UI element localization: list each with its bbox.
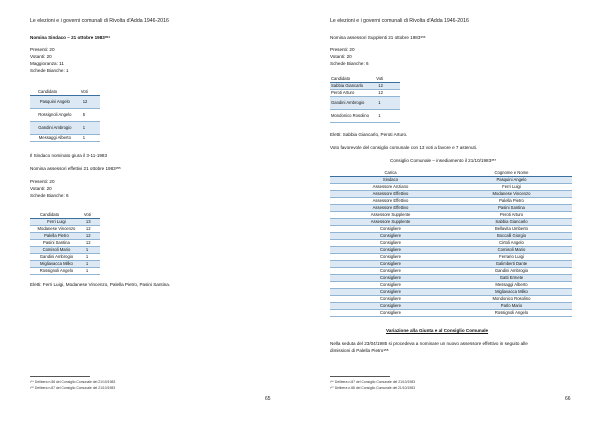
- eletti-effettivi: Eletti: Ferri Luigi, Modanese Vincenzo, Palella Pietro, Pasini Santina.: [30, 282, 171, 287]
- table-row: Modanese Vincenzo 12: [30, 226, 100, 233]
- col-candidato: Candidato: [30, 212, 83, 219]
- variazione-title: Variazione alla Giunta e al Consiglio Comunale: [386, 328, 489, 333]
- footnote: ³⁵⁷ Delibera n.88 del Consiglio Comunale del 21/10/1983: [330, 386, 416, 390]
- table-row: Sindaco Pasquini Angelo: [330, 177, 572, 184]
- sindaco-oath-note: Il Sindaco nominato giura il 3-11-1983: [30, 153, 108, 158]
- table-row: Gandini Ambrogio 1: [30, 122, 100, 135]
- stat-schede-bianche: Schede Bianche: 6: [330, 61, 369, 66]
- eletti-supplenti: Eletti: Sabbia Giancarlo, Peroti Arturo.: [330, 132, 408, 137]
- stat-maggioranza: Maggioranza: 11: [30, 61, 64, 66]
- col-voti: Voti: [83, 212, 100, 219]
- table-row: Ferri Luigi 13: [30, 219, 100, 226]
- assessori-effettivi-table: [30, 212, 100, 275]
- col-carica: Carica: [330, 170, 451, 177]
- footnote: ³⁵⁶ Delibera n.87 del Consiglio Comunale del 21/10/1983: [330, 380, 416, 384]
- table-row: Migliavacca Milko 1: [30, 261, 100, 268]
- table-row: Consigliere Cirtoli Angelo: [330, 240, 572, 247]
- table-row: Assessore Anziano Ferri Luigi: [330, 184, 572, 191]
- sindaco-votes-table: [30, 89, 100, 142]
- stat-votanti: Votanti: 20: [330, 54, 352, 59]
- table-row: Assessore Effettivo Palella Pietro: [330, 198, 572, 205]
- table-row: Sabbia Giancarlo 12: [330, 83, 400, 90]
- table-row: Rossignoli Angelo 1: [30, 268, 100, 275]
- table-row: Mondonico Rosolino 1: [330, 110, 400, 123]
- table-row: Consigliere Boccalli Giorgio: [330, 233, 572, 240]
- col-candidato: Candidato: [30, 89, 80, 96]
- table-row: Consigliere Bellavita Umberto: [330, 226, 572, 233]
- assessori-supplenti-table: [330, 76, 400, 123]
- variazione-text: dimissioni di Palella Pietro$^{358}$: [330, 348, 389, 353]
- table-row: Consigliere Gandini Ambrogio: [330, 268, 572, 275]
- stat-schede-bianche: Schede Bianche: 6: [30, 193, 69, 198]
- running-header: Le elezioni e i governi comunali di Rivolta d'Adda 1946-2016: [330, 18, 469, 24]
- table-row: Peroti Arturo 12: [330, 90, 400, 97]
- right-page: [300, 0, 600, 424]
- col-voti: Voti: [80, 89, 100, 96]
- table-row: Assessore Effettivo Pasini Santina: [330, 205, 572, 212]
- council-members-table: [330, 170, 572, 317]
- col-cognome-nome: Cognome e Nome: [451, 170, 572, 177]
- table-row: Consigliere Ferrario Luigi: [330, 254, 572, 261]
- stat-presenti: Presenti: 20: [330, 47, 355, 52]
- stat-votanti: Votanti: 20: [30, 54, 52, 59]
- footnote-divider: [30, 376, 90, 377]
- table-row: Pasini Santina 12: [30, 240, 100, 247]
- table-row: Consigliere Messaggi Alberto: [330, 282, 572, 289]
- running-header: Le elezioni e i governi comunali di Rivolta d'Adda 1946-2016: [30, 18, 169, 24]
- table-row: Gandini Ambrogio 1: [330, 97, 400, 110]
- page-number: 65: [265, 396, 271, 402]
- table-row: Gandini Ambrogio 1: [30, 254, 100, 261]
- council-title: Consiglio Comunale – insediamento il 21/10/1983$^{357}$: [390, 158, 497, 163]
- stat-votanti: Votanti: 20: [30, 186, 52, 191]
- table-row: Messaggi Alberto 1: [30, 135, 100, 142]
- table-row: Consigliere Migliavacca Milko: [330, 289, 572, 296]
- table-row: Consigliere Mondonico Rosolino: [330, 296, 572, 303]
- stat-presenti: Presenti: 20: [30, 179, 55, 184]
- table-row: Consigliere Galimberti Dante: [330, 261, 572, 268]
- col-voti: Voti: [375, 76, 400, 83]
- table-row: Assessore Supplente Peroti Arturo: [330, 212, 572, 219]
- page-number: 66: [565, 396, 571, 402]
- stat-schede-bianche: Schede Bianche: 1: [30, 68, 69, 73]
- voto-favorevole: Voto favorevole del consiglio comunale con 13 voti a favore e 7 astenuti.: [330, 145, 478, 150]
- table-row: Assessore Supplente Sabbia Giancarlo: [330, 219, 572, 226]
- col-candidato: Candidato: [330, 76, 375, 83]
- assessori-effettivi-title: Nomina assessori effettivi 21 ottobre 1983$^{355}$: [30, 166, 121, 171]
- table-row: Assessore Effettivo Modanese Vincenzo: [330, 191, 572, 198]
- table-row: Pasquini Angelo 12: [30, 96, 100, 109]
- stat-presenti: Presenti: 20: [30, 47, 55, 52]
- table-row: Palella Pietro 12: [30, 233, 100, 240]
- table-row: Comisoli Mario 1: [30, 247, 100, 254]
- table-row: Rossignoli Angelo 5: [30, 109, 100, 122]
- footnote: ³⁵⁵ Delibera n.87 del Consiglio Comunale del 21/10/1983: [30, 386, 116, 390]
- table-row: Consigliere Parlo Mario: [330, 303, 572, 310]
- table-row: Consigliere Comisoli Mario: [330, 247, 572, 254]
- table-row: Consigliere Gatti Ermete: [330, 275, 572, 282]
- variazione-text: Nella seduta del 23/04/1985 si procedeva a nominare un nuovo assessore effettivo in seguito alle: [330, 341, 528, 346]
- footnote-divider: [330, 376, 390, 377]
- sindaco-nomination-title: Nomina Sindaco – 21 ottobre 1983$^{354}$: [30, 35, 110, 40]
- table-row: Consigliere Rossignoli Angelo: [330, 310, 572, 317]
- assessori-supplenti-title: Nomina assessori Supplenti 21 ottobre 1983$^{356}$: [330, 35, 426, 40]
- footnote: ³⁵⁴ Delibera n.86 del Consiglio Comunale del 21/10/1983: [30, 380, 116, 384]
